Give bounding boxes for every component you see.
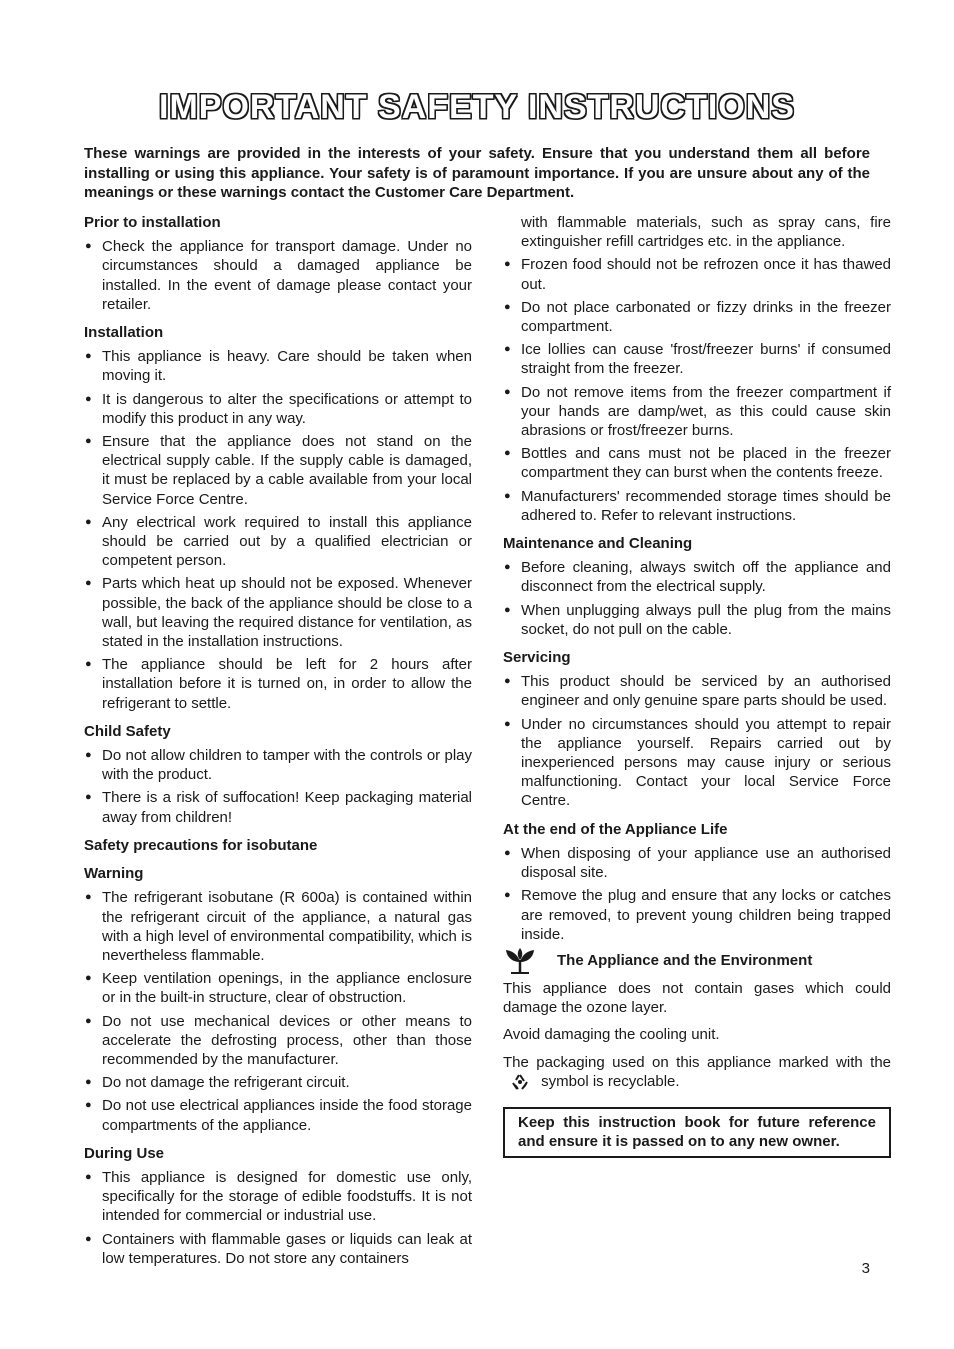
list-item [84, 347, 472, 385]
list-item [503, 340, 891, 378]
list-item-text: Containers with flammable gases or liquids can leak at low temperatures. Do not store any containers [102, 1230, 472, 1267]
right-column [503, 213, 891, 1158]
bullet-icon: ● [85, 1170, 92, 1183]
bullet-icon: ● [504, 603, 511, 616]
bullet-icon: ● [504, 846, 511, 859]
plant-leaves-icon [503, 948, 537, 974]
bullet-icon: ● [504, 675, 511, 688]
list-end-of-life [503, 844, 891, 944]
bullet-icon: ● [504, 343, 511, 356]
list-item [84, 969, 472, 1007]
heading-end-of-life: At the end of the Appliance Life [503, 820, 728, 838]
list-item-text: The refrigerant isobutane (R 600a) is contained within the refrigerant circuit of the appliance, a natural gas with a high level of environmental compatibility, which is nevertheless flammable. [102, 889, 472, 964]
bullet-icon: ● [85, 240, 92, 253]
bullet-icon: ● [504, 561, 511, 574]
bullet-icon: ● [85, 350, 92, 363]
list-item-text: When disposing of your appliance use an authorised disposal site. [521, 844, 891, 882]
intro-warning: These warnings are provided in the interests of your safety. Ensure that you understand them all before installing or using this appliance. Your safety is of paramount importance. If you are unsure about any of the meanings or these warnings contact the Customer Care Department. [84, 145, 870, 201]
keep-instructions-notice: Keep this instruction book for future reference and ensure it is passed on to any new owner. [503, 1107, 891, 1158]
list-item [503, 672, 891, 710]
list-item [84, 237, 472, 314]
packaging-text-before: The packaging used on this appliance marked with the [503, 1053, 891, 1071]
list-item-text: Do not remove items from the freezer compartment if your hands are damp/wet, as this could cause skin abrasions or frost/freezer burns. [521, 383, 891, 440]
list-item-text: Keep ventilation openings, in the appliance enclosure or in the built-in structure, clear of obstruction. [102, 970, 472, 1007]
bullet-icon: ● [85, 1014, 92, 1027]
list-item [503, 558, 891, 596]
list-item [503, 886, 891, 944]
list-item [84, 1230, 472, 1268]
bullet-icon: ● [85, 577, 92, 590]
bullet-icon: ● [85, 1076, 92, 1089]
heading-during-use: During Use [84, 1144, 165, 1162]
list-item-text: Frozen food should not be refrozen once it has thawed out. [521, 256, 891, 293]
list-item-text: Remove the plug and ensure that any locks or catches are removed, to prevent young children being trapped inside. [521, 887, 891, 943]
list-item [84, 1012, 472, 1070]
list-during-use [84, 1168, 472, 1268]
bullet-icon: ● [85, 891, 92, 904]
list-item-text: Before cleaning, always switch off the appliance and disconnect from the electrical supply. [521, 559, 891, 596]
bullet-icon: ● [85, 972, 92, 985]
page-number: 3 [861, 1260, 870, 1277]
bullet-icon: ● [85, 392, 92, 405]
list-item-text: Ensure that the appliance does not stand on the electrical supply cable. If the supply cable is damaged, it must be replaced by a cable available from your local Service Force Centre. [102, 433, 472, 508]
list-prior-installation [84, 237, 472, 314]
heading-warning: Warning [84, 865, 144, 883]
list-item-text: This appliance is heavy. Care should be taken when moving it. [102, 348, 472, 385]
environment-para-cooling: Avoid damaging the cooling unit. [503, 1026, 720, 1044]
heading-child-safety: Child Safety [84, 722, 171, 740]
list-item-text: Do not allow children to tamper with the controls or play with the product. [102, 747, 472, 784]
list-item-text: Under no circumstances should you attempt to repair the appliance yourself. Repairs carried out by inexperienced persons may cause injury or serious malfunctioning. Contact your local Service Force Centre. [521, 715, 891, 810]
bullet-icon: ● [504, 489, 511, 502]
list-item-text: Do not use electrical appliances inside the food storage compartments of the appliance. [102, 1097, 472, 1134]
heading-environment: The Appliance and the Environment [557, 952, 813, 970]
list-item-text: There is a risk of suffocation! Keep packaging material away from children! [102, 789, 472, 826]
list-item-text: Check the appliance for transport damage. Under no circumstances should a damaged appliance be installed. In the event of damage please contact your retailer. [102, 238, 472, 313]
environment-para-ozone: This appliance does not contain gases which could damage the ozone layer. [503, 979, 891, 1017]
list-item-text: Do not damage the refrigerant circuit. [102, 1074, 350, 1092]
list-item [503, 601, 891, 639]
list-item [503, 715, 891, 811]
list-item [503, 444, 891, 482]
list-item [84, 1073, 472, 1092]
list-item-text: Parts which heat up should not be exposed. Whenever possible, the back of the appliance should be close to a wall, but leaving the required distance for ventilation, as stated in the installation instructions. [102, 575, 472, 651]
list-item [84, 574, 472, 651]
list-maintenance [503, 558, 891, 639]
list-item-text: Bottles and cans must not be placed in the freezer compartment they can burst when the contents freeze. [521, 445, 891, 482]
list-item-text: It is dangerous to alter the specifications or attempt to modify this product in any way. [102, 390, 472, 427]
environment-heading-row [503, 948, 891, 974]
bullet-icon: ● [85, 435, 92, 448]
list-item [84, 746, 472, 784]
bullet-icon: ● [504, 385, 511, 398]
list-item [503, 487, 891, 525]
heading-maintenance: Maintenance and Cleaning [503, 535, 693, 553]
list-child-safety [84, 746, 472, 827]
list-item-text: When unplugging always pull the plug from the mains socket, do not pull on the cable. [521, 601, 891, 638]
list-item [84, 390, 472, 428]
list-item [84, 655, 472, 713]
list-item-text: Any electrical work required to install this appliance should be carried out by a qualified electrician or competent person. [102, 513, 472, 570]
during-use-continued: with flammable materials, such as spray cans, fire extinguisher refill cartridges etc. in the appliance. [521, 214, 891, 251]
heading-prior-installation: Prior to installation [84, 214, 221, 231]
list-item-text: Do not place carbonated or fizzy drinks in the freezer compartment. [521, 298, 891, 336]
bullet-icon: ● [504, 447, 511, 460]
heading-isobutane: Safety precautions for isobutane [84, 836, 318, 854]
list-item-text: This appliance is designed for domestic use only, specifically for the storage of edible foodstuffs. It is not intended for commercial or industrial use. [102, 1168, 472, 1225]
list-item-text: The appliance should be left for 2 hours after installation before it is turned on, in order to allow the refrigerant to settle. [102, 656, 472, 712]
list-installation [84, 347, 472, 713]
list-during-use-continued [503, 255, 891, 525]
list-item [84, 513, 472, 571]
list-item-text: Ice lollies can cause 'frost/freezer burns' if consumed straight from the freezer. [521, 341, 891, 378]
list-item-text: This product should be serviced by an authorised engineer and only genuine spare parts should be used. [521, 673, 891, 710]
list-item [503, 383, 891, 441]
packaging-text-after: symbol is recyclable. [541, 1072, 680, 1090]
list-item-text: Do not use mechanical devices or other means to accelerate the defrosting process, other than those recommended by the manufacturer. [102, 1012, 472, 1068]
heading-installation: Installation [84, 324, 164, 342]
bullet-icon: ● [85, 791, 92, 804]
bullet-icon: ● [504, 300, 511, 313]
left-column [84, 213, 472, 1272]
bullet-icon: ● [85, 515, 92, 528]
bullet-icon: ● [85, 1099, 92, 1112]
list-item [84, 888, 472, 965]
list-warning [84, 888, 472, 1134]
list-item [84, 788, 472, 826]
bullet-icon: ● [85, 1232, 92, 1245]
bullet-icon: ● [504, 889, 511, 902]
list-item [503, 255, 891, 293]
environment-para-packaging [503, 1053, 891, 1091]
bullet-icon: ● [504, 717, 511, 730]
list-servicing [503, 672, 891, 810]
bullet-icon: ● [85, 749, 92, 762]
list-item [84, 432, 472, 509]
bullet-icon: ● [504, 258, 511, 271]
recycle-icon [511, 1073, 529, 1091]
list-item-text: Manufacturers' recommended storage times should be adhered to. Refer to relevant instructions. [521, 487, 891, 524]
list-item [84, 1168, 472, 1226]
list-item [503, 844, 891, 882]
heading-servicing: Servicing [503, 649, 571, 667]
page-title: IMPORTANT SAFETY INSTRUCTIONS IMPORTANT SAFETY INSTRUCTIONS [84, 88, 870, 127]
list-item [503, 298, 891, 336]
bullet-icon: ● [85, 658, 92, 671]
list-item [84, 1096, 472, 1134]
